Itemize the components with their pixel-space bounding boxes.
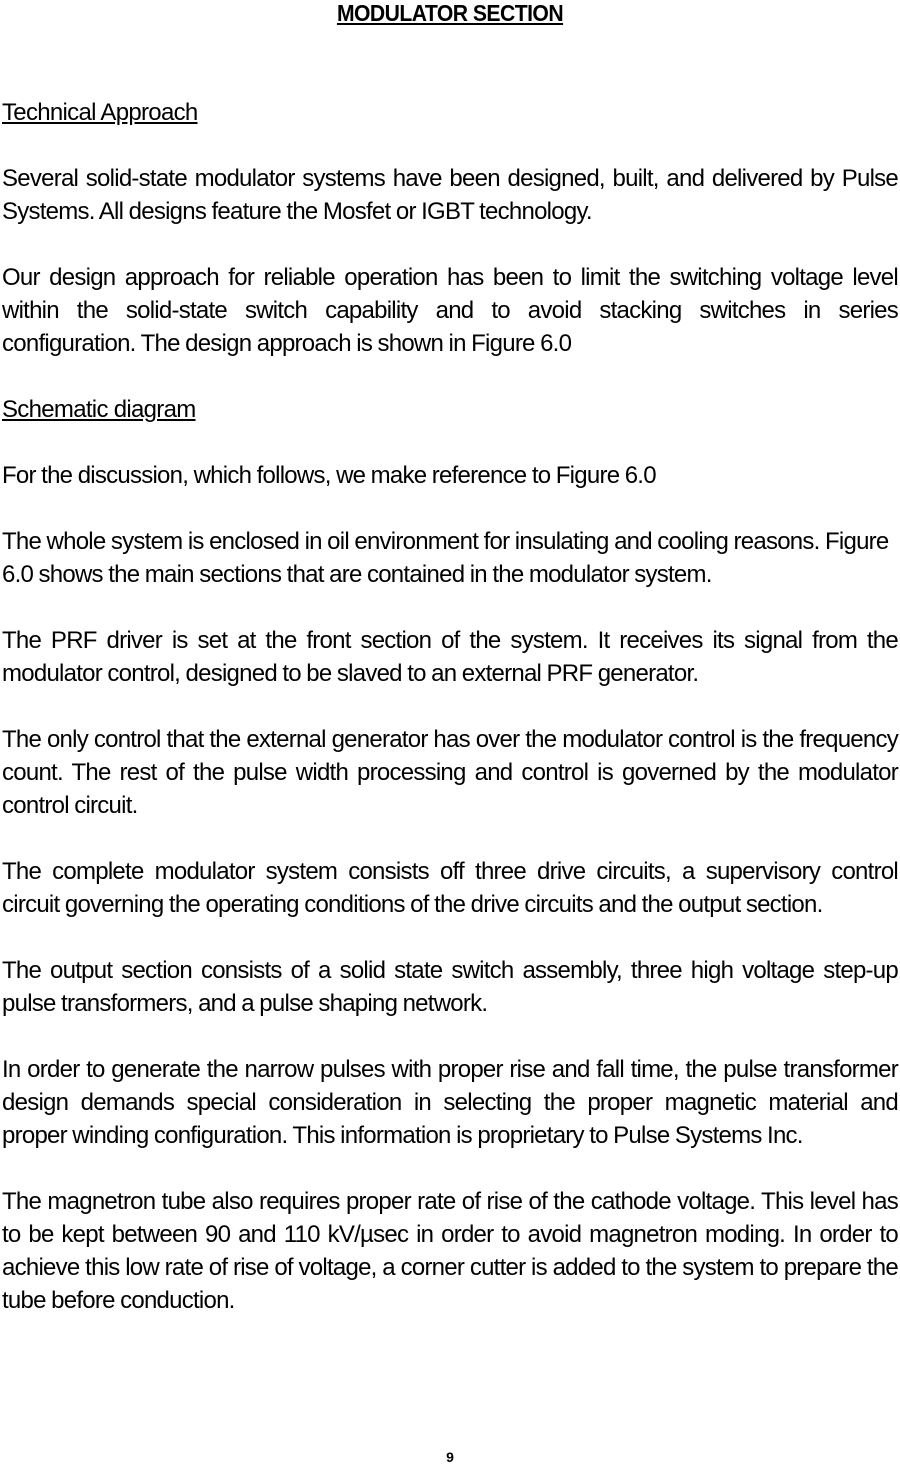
page-content <box>2 96 898 1350</box>
paragraph: For the discussion, which follows, we make reference to Figure 6.0 <box>2 462 656 489</box>
paragraph: The complete modulator system consists off three drive circuits, a supervisory control circuit governing the operating conditions of the drive circuits and the output section. <box>2 858 898 918</box>
paragraph: The output section consists of a solid state switch assembly, three high voltage step-up pulse transformers, and a pulse shaping network. <box>2 957 898 1017</box>
paragraph: In order to generate the narrow pulses with proper rise and fall time, the pulse transformer design demands special consideration in selecting the proper magnetic material and proper winding configuration. This information is proprietary to Pulse Systems Inc. <box>2 1056 898 1149</box>
section-heading-technical-approach: Technical Approach <box>2 99 198 126</box>
paragraph: The PRF driver is set at the front section of the system. It receives its signal from the modulator control, designed to be slaved to an external PRF generator. <box>2 627 898 687</box>
paragraph: The whole system is enclosed in oil environment for insulating and cooling reasons. Figure 6.0 shows the main sections that are contained in the modulator system. <box>2 528 889 588</box>
section-heading-schematic-diagram: Schematic diagram <box>2 396 196 423</box>
paragraph: Our design approach for reliable operation has been to limit the switching voltage level within the solid-state switch capability and to avoid stacking switches in series configuration. The design approach is shown in Figure 6.0 <box>2 264 898 357</box>
paragraph: Several solid-state modulator systems have been designed, built, and delivered by Pulse Systems. All designs feature the Mosfet or IGBT technology. <box>2 165 898 225</box>
paragraph: The magnetron tube also requires proper rate of rise of the cathode voltage. This level has to be kept between 90 and 110 kV/µsec in order to avoid magnetron moding. In order to achieve this low rate of rise of voltage, a corner cutter is added to the system to prepare the tube before conduction. <box>2 1188 898 1314</box>
page-number: 9 <box>446 1449 454 1465</box>
page-title: MODULATOR SECTION <box>336 0 564 26</box>
paragraph: The only control that the external generator has over the modulator control is the frequency count. The rest of the pulse width processing and control is governed by the modulator control circuit. <box>2 726 898 819</box>
